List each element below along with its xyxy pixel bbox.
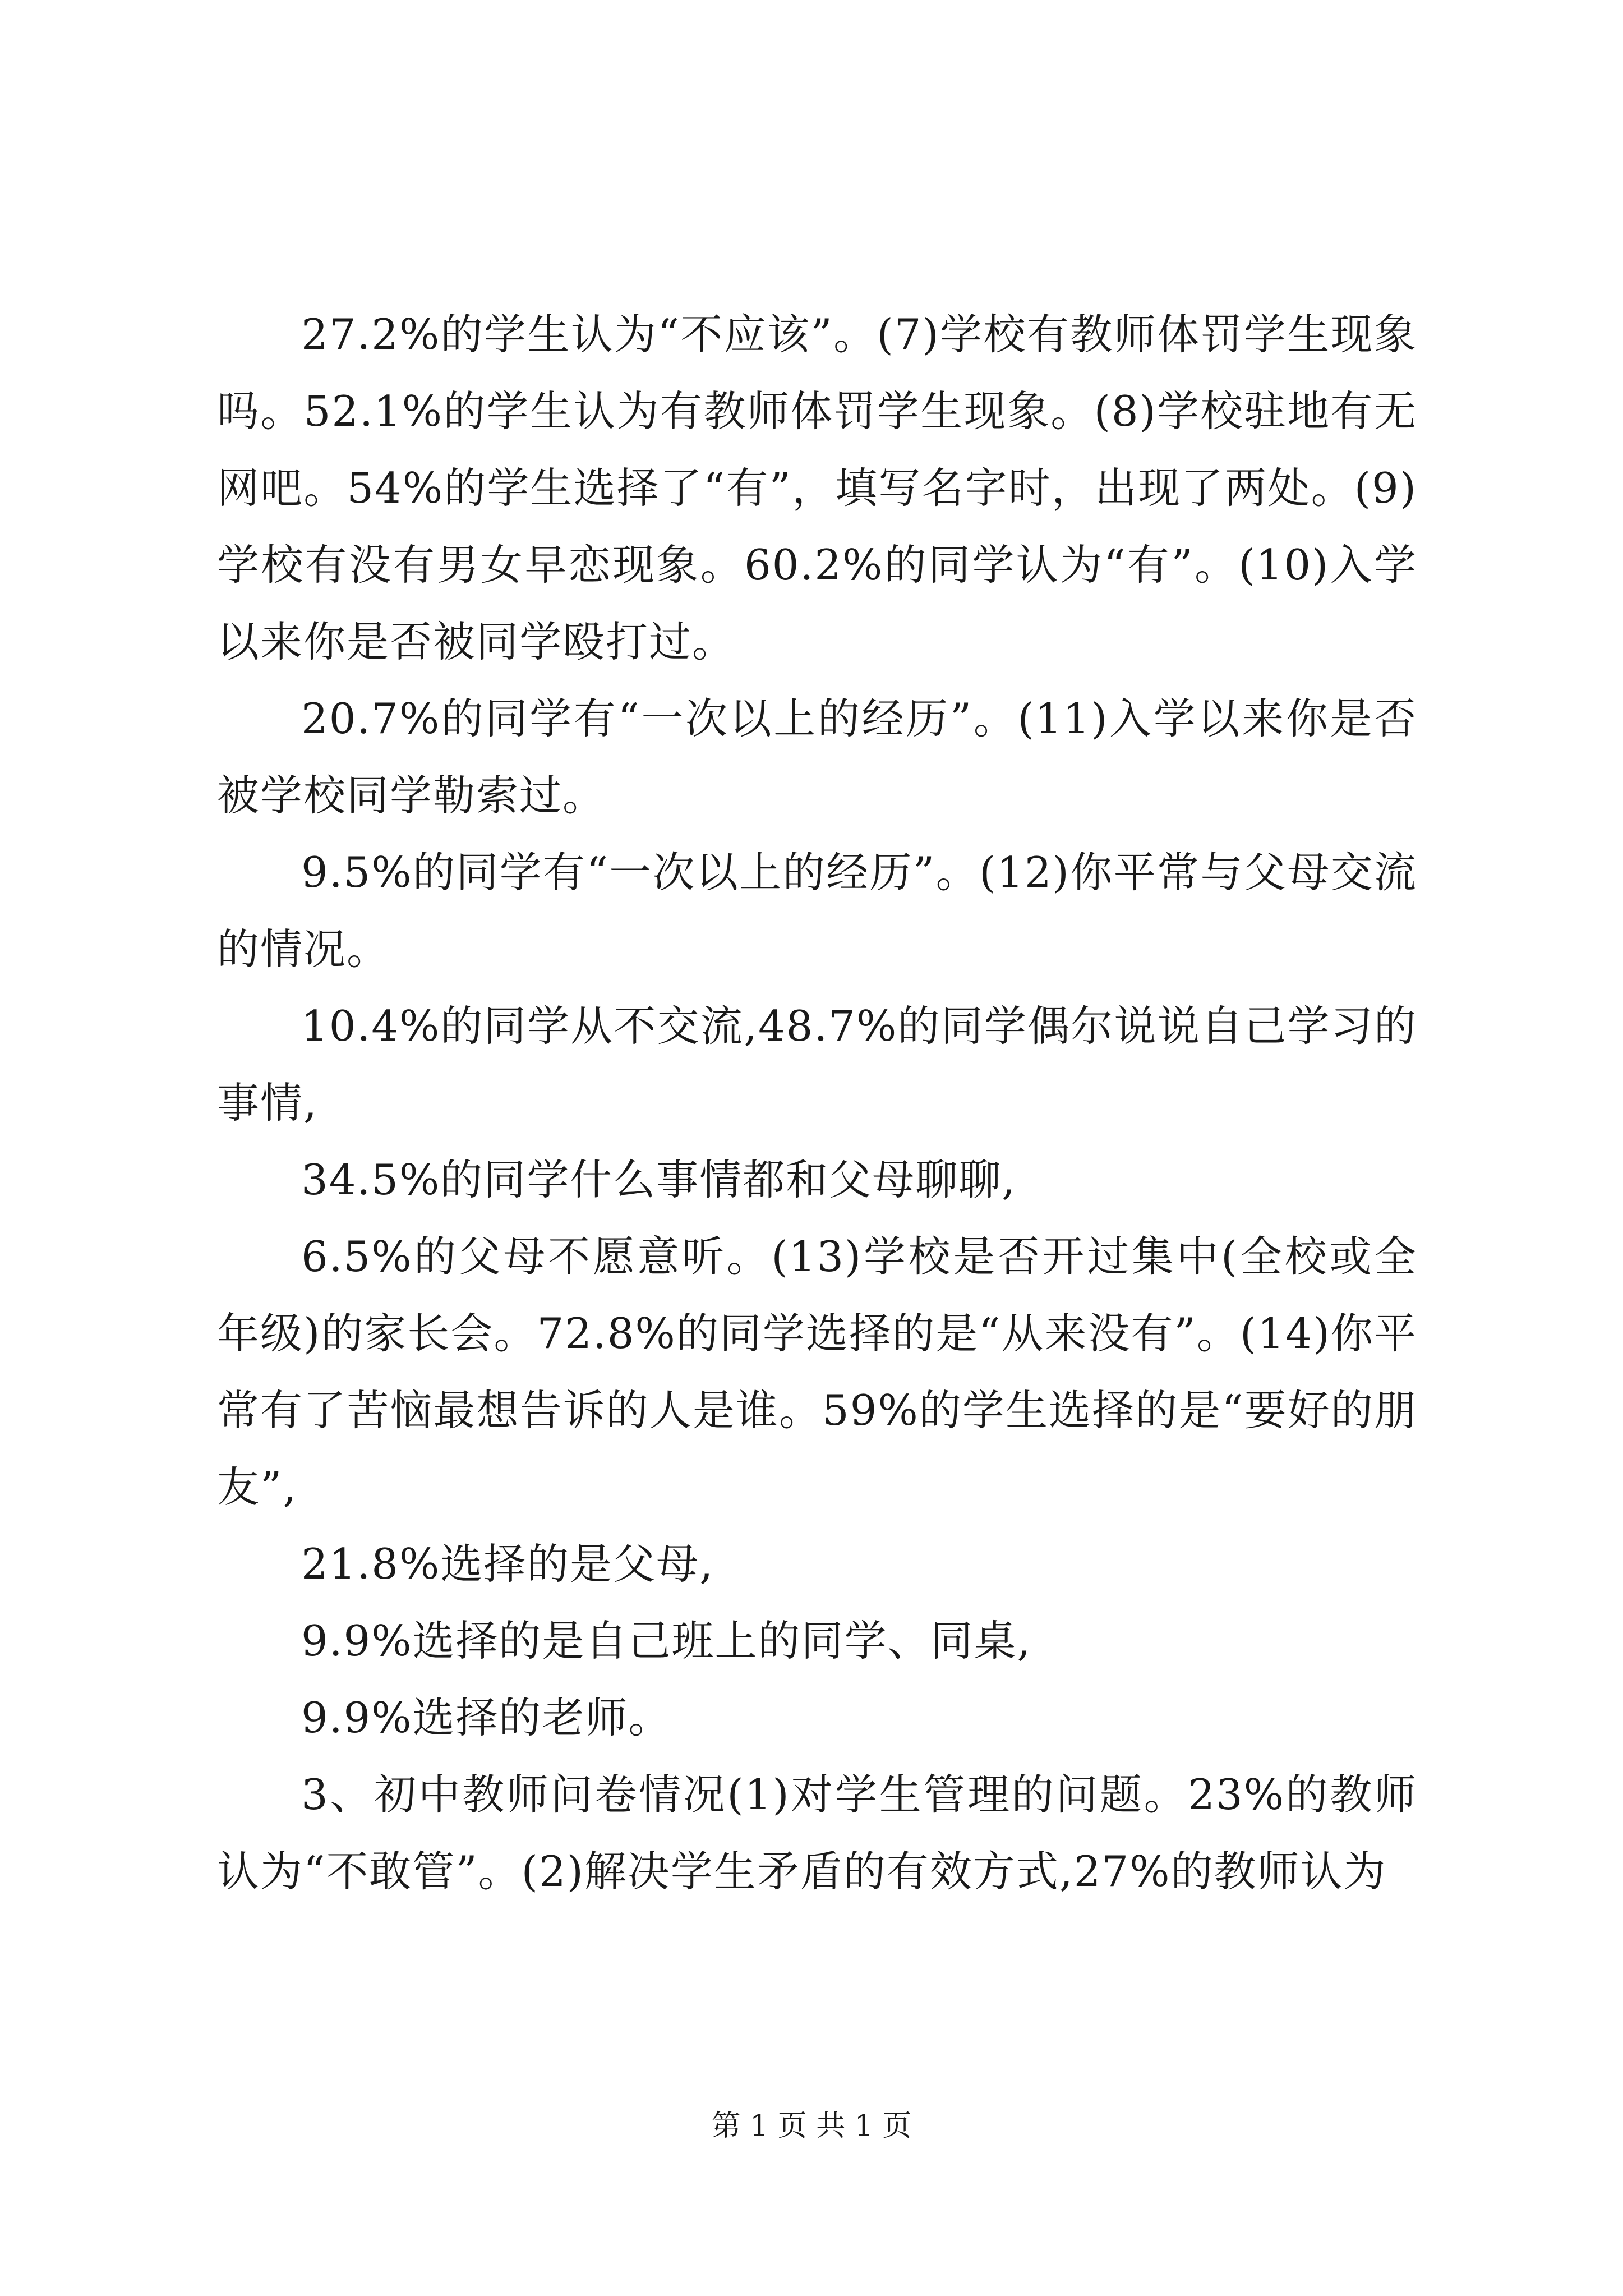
paragraph: 34.5%的同学什么事情都和父母聊聊, <box>301 1155 1017 1204</box>
page-number-footer: 第 1 页 共 1 页 <box>711 2109 912 2143</box>
paragraph: 6.5%的父母不愿意听。(13)学校是否开过集中(全校或全年级)的家长会。72.8%的同学选择的是“从来没有”。(14)你平常有了苦恼最想告诉的人是谁。59%的学生选择的是“要好的朋友”, <box>217 1232 1417 1512</box>
paragraph: 9.9%选择的是自己班上的同学、同桌, <box>301 1616 1032 1665</box>
paragraph: 9.9%选择的老师。 <box>301 1693 672 1742</box>
paragraph: 10.4%的同学从不交流,48.7%的同学偶尔说说自己学习的事情, <box>217 1001 1417 1128</box>
body-text <box>217 296 1417 1910</box>
paragraph: 3、初中教师问卷情况(1)对学生管理的问题。23%的教师认为“不敢管”。(2)解决学生矛盾的有效方式,27%的教师认为 <box>217 1770 1417 1896</box>
paragraph: 9.5%的同学有“一次以上的经历”。(12)你平常与父母交流的情况。 <box>217 848 1417 974</box>
paragraph: 27.2%的学生认为“不应该”。(7)学校有教师体罚学生现象吗。52.1%的学生认为有教师体罚学生现象。(8)学校驻地有无网吧。54%的学生选择了“有”，填写名字时，出现了两处。(9)学校有没有男女早恋现象。60.2%的同学认为“有”。(10)入学以来你是否被同学殴打过。 <box>217 310 1417 666</box>
paragraph: 20.7%的同学有“一次以上的经历”。(11)入学以来你是否被学校同学勒索过。 <box>217 694 1417 820</box>
paragraph: 21.8%选择的是父母, <box>301 1539 714 1589</box>
